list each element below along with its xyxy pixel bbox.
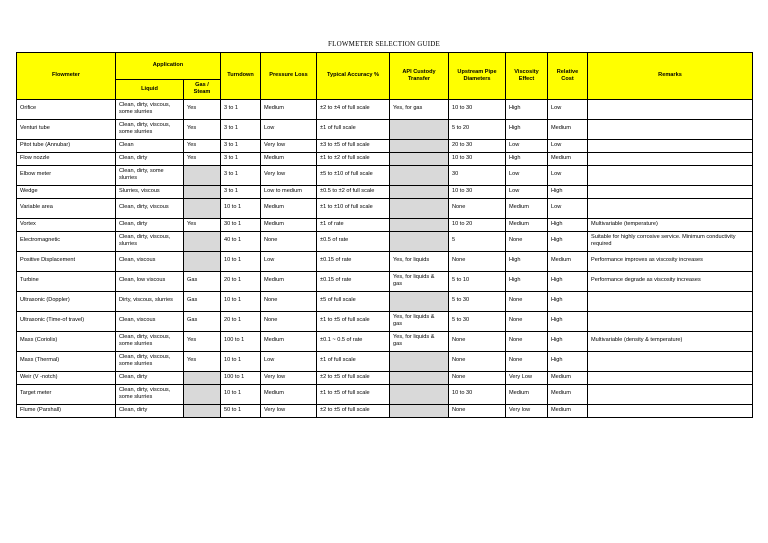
api-custody-cell: [390, 371, 449, 384]
liquid-cell: Clean, dirty, viscous, some slurries: [116, 119, 184, 139]
turndown-cell: 3 to 1: [221, 152, 261, 165]
gas-steam-cell: Yes: [184, 152, 221, 165]
api-custody-cell: [390, 231, 449, 251]
api-custody-cell: [390, 139, 449, 152]
pressure-loss-cell: Very low: [261, 165, 317, 185]
viscosity-cell: Low: [506, 165, 548, 185]
viscosity-cell: None: [506, 331, 548, 351]
turndown-cell: 3 to 1: [221, 185, 261, 198]
viscosity-cell: Medium: [506, 218, 548, 231]
api-custody-cell: [390, 198, 449, 218]
pressure-loss-cell: Very low: [261, 371, 317, 384]
header-pressure-loss: Pressure Loss: [261, 53, 317, 100]
table-row: [17, 99, 753, 119]
upstream-cell: None: [449, 351, 506, 371]
viscosity-cell: Medium: [506, 384, 548, 404]
upstream-cell: None: [449, 198, 506, 218]
viscosity-cell: Very low: [506, 404, 548, 417]
flowmeter-cell: Ultrasonic (Doppler): [17, 291, 116, 311]
table-row: [17, 351, 753, 371]
turndown-cell: 50 to 1: [221, 404, 261, 417]
turndown-cell: 10 to 1: [221, 198, 261, 218]
viscosity-cell: Medium: [506, 198, 548, 218]
remarks-cell: [588, 152, 753, 165]
viscosity-cell: None: [506, 291, 548, 311]
pressure-loss-cell: Medium: [261, 99, 317, 119]
remarks-cell: Performance degrade as viscosity increases: [588, 271, 753, 291]
cost-cell: Low: [548, 139, 588, 152]
remarks-cell: [588, 165, 753, 185]
liquid-cell: Clean, viscous: [116, 251, 184, 271]
upstream-cell: None: [449, 251, 506, 271]
upstream-cell: 20 to 30: [449, 139, 506, 152]
pressure-loss-cell: None: [261, 231, 317, 251]
upstream-cell: None: [449, 404, 506, 417]
viscosity-cell: Low: [506, 185, 548, 198]
liquid-cell: Clean, dirty, viscous: [116, 198, 184, 218]
api-custody-cell: [390, 291, 449, 311]
gas-steam-cell: Yes: [184, 99, 221, 119]
gas-steam-cell: Yes: [184, 218, 221, 231]
gas-steam-cell: Gas: [184, 311, 221, 331]
api-custody-cell: [390, 404, 449, 417]
remarks-cell: [588, 291, 753, 311]
flowmeter-cell: Flow nozzle: [17, 152, 116, 165]
cost-cell: Low: [548, 165, 588, 185]
accuracy-cell: ±1 to ±10 of full scale: [317, 198, 390, 218]
table-row: [17, 185, 753, 198]
api-custody-cell: Yes, for gas: [390, 99, 449, 119]
pressure-loss-cell: Low: [261, 251, 317, 271]
cost-cell: Low: [548, 198, 588, 218]
cost-cell: High: [548, 231, 588, 251]
flowmeter-cell: Variable area: [17, 198, 116, 218]
pressure-loss-cell: None: [261, 291, 317, 311]
accuracy-cell: ±0.5 of rate: [317, 231, 390, 251]
remarks-cell: [588, 119, 753, 139]
pressure-loss-cell: None: [261, 311, 317, 331]
pressure-loss-cell: Very low: [261, 139, 317, 152]
accuracy-cell: ±2 to ±4 of full scale: [317, 99, 390, 119]
liquid-cell: Clean, dirty, viscous, slurries: [116, 231, 184, 251]
api-custody-cell: [390, 152, 449, 165]
api-custody-cell: [390, 218, 449, 231]
viscosity-cell: None: [506, 311, 548, 331]
gas-steam-cell: [184, 198, 221, 218]
accuracy-cell: ±2 to ±5 of full scale: [317, 371, 390, 384]
gas-steam-cell: Yes: [184, 331, 221, 351]
accuracy-cell: ±3 to ±5 of full scale: [317, 139, 390, 152]
cost-cell: High: [548, 218, 588, 231]
upstream-cell: 5: [449, 231, 506, 251]
table-row: [17, 311, 753, 331]
header-accuracy: Typical Accuracy %: [317, 53, 390, 100]
api-custody-cell: [390, 165, 449, 185]
pressure-loss-cell: Medium: [261, 271, 317, 291]
gas-steam-cell: [184, 165, 221, 185]
turndown-cell: 20 to 1: [221, 271, 261, 291]
pressure-loss-cell: Low to medium: [261, 185, 317, 198]
table-row: [17, 152, 753, 165]
flowmeter-cell: Positive Displacement: [17, 251, 116, 271]
api-custody-cell: Yes, for liquids & gas: [390, 331, 449, 351]
header-cost: Relative Cost: [548, 53, 588, 100]
upstream-cell: 5 to 20: [449, 119, 506, 139]
flowmeter-cell: Electromagnetic: [17, 231, 116, 251]
upstream-cell: 10 to 20: [449, 218, 506, 231]
upstream-cell: 30: [449, 165, 506, 185]
cost-cell: Medium: [548, 404, 588, 417]
remarks-cell: Suitable for highly corrosive service. Minimum conductivity required: [588, 231, 753, 251]
pressure-loss-cell: Low: [261, 119, 317, 139]
pressure-loss-cell: Medium: [261, 331, 317, 351]
cost-cell: High: [548, 185, 588, 198]
remarks-cell: [588, 311, 753, 331]
viscosity-cell: High: [506, 152, 548, 165]
pressure-loss-cell: Low: [261, 351, 317, 371]
accuracy-cell: ±2 to ±5 of full scale: [317, 404, 390, 417]
api-custody-cell: [390, 185, 449, 198]
upstream-cell: 10 to 30: [449, 99, 506, 119]
api-custody-cell: Yes, for liquids & gas: [390, 271, 449, 291]
liquid-cell: Dirty, viscous, slurries: [116, 291, 184, 311]
liquid-cell: Clean, low viscous: [116, 271, 184, 291]
cost-cell: High: [548, 331, 588, 351]
flowmeter-cell: Turbine: [17, 271, 116, 291]
viscosity-cell: High: [506, 271, 548, 291]
table-row: [17, 231, 753, 251]
upstream-cell: 5 to 10: [449, 271, 506, 291]
accuracy-cell: ±0.1 ~ 0.5 of rate: [317, 331, 390, 351]
turndown-cell: 40 to 1: [221, 231, 261, 251]
cost-cell: High: [548, 291, 588, 311]
upstream-cell: None: [449, 371, 506, 384]
table-row: [17, 198, 753, 218]
turndown-cell: 10 to 1: [221, 384, 261, 404]
api-custody-cell: [390, 384, 449, 404]
accuracy-cell: ±1 to ±5 of full scale: [317, 384, 390, 404]
accuracy-cell: ±1 of rate: [317, 218, 390, 231]
liquid-cell: Clean, dirty, viscous, some slurries: [116, 384, 184, 404]
cost-cell: Medium: [548, 119, 588, 139]
turndown-cell: 100 to 1: [221, 371, 261, 384]
accuracy-cell: ±5 of full scale: [317, 291, 390, 311]
flowmeter-cell: Ultrasonic (Time-of travel): [17, 311, 116, 331]
remarks-cell: [588, 371, 753, 384]
api-custody-cell: Yes, for liquids: [390, 251, 449, 271]
header-remarks: Remarks: [588, 53, 753, 100]
api-custody-cell: [390, 119, 449, 139]
pressure-loss-cell: Medium: [261, 152, 317, 165]
liquid-cell: Clean, dirty, some slurries: [116, 165, 184, 185]
turndown-cell: 30 to 1: [221, 218, 261, 231]
header-gas-steam: Gas / Steam: [184, 80, 221, 100]
viscosity-cell: Very Low: [506, 371, 548, 384]
flowmeter-cell: Mass (Thermal): [17, 351, 116, 371]
viscosity-cell: High: [506, 119, 548, 139]
table-row: [17, 331, 753, 351]
flowmeter-cell: Wedge: [17, 185, 116, 198]
table-row: [17, 139, 753, 152]
flowmeter-cell: Flume (Parshall): [17, 404, 116, 417]
liquid-cell: Clean, dirty: [116, 152, 184, 165]
flowmeter-cell: Weir (V -notch): [17, 371, 116, 384]
accuracy-cell: ±1 to ±2 of full scale: [317, 152, 390, 165]
remarks-cell: [588, 351, 753, 371]
gas-steam-cell: Yes: [184, 139, 221, 152]
header-liquid: Liquid: [116, 80, 184, 100]
gas-steam-cell: [184, 231, 221, 251]
table-row: [17, 384, 753, 404]
accuracy-cell: ±5 to ±10 of full scale: [317, 165, 390, 185]
pressure-loss-cell: Medium: [261, 198, 317, 218]
viscosity-cell: Low: [506, 139, 548, 152]
cost-cell: Medium: [548, 384, 588, 404]
upstream-cell: 10 to 30: [449, 185, 506, 198]
turndown-cell: 10 to 1: [221, 291, 261, 311]
liquid-cell: Clean: [116, 139, 184, 152]
gas-steam-cell: [184, 371, 221, 384]
upstream-cell: None: [449, 331, 506, 351]
accuracy-cell: ±0.15 of rate: [317, 271, 390, 291]
table-row: [17, 251, 753, 271]
header-flowmeter: Flowmeter: [17, 53, 116, 100]
accuracy-cell: ±1 of full scale: [317, 351, 390, 371]
table-row: [17, 404, 753, 417]
table-row: [17, 271, 753, 291]
header-application: Application: [116, 53, 221, 80]
turndown-cell: 10 to 1: [221, 351, 261, 371]
table-row: [17, 119, 753, 139]
liquid-cell: Clean, dirty: [116, 218, 184, 231]
table-row: [17, 165, 753, 185]
api-custody-cell: Yes, for liquids & gas: [390, 311, 449, 331]
liquid-cell: Clean, dirty, viscous, some slurries: [116, 99, 184, 119]
viscosity-cell: High: [506, 99, 548, 119]
gas-steam-cell: [184, 185, 221, 198]
remarks-cell: [588, 99, 753, 119]
api-custody-cell: [390, 351, 449, 371]
table-row: [17, 371, 753, 384]
gas-steam-cell: Yes: [184, 119, 221, 139]
gas-steam-cell: Yes: [184, 351, 221, 371]
gas-steam-cell: [184, 251, 221, 271]
table-body: [17, 99, 753, 417]
accuracy-cell: ±1 of full scale: [317, 119, 390, 139]
remarks-cell: [588, 185, 753, 198]
header-viscosity: Viscosity Effect: [506, 53, 548, 100]
accuracy-cell: ±0.5 to ±2 of full scale: [317, 185, 390, 198]
liquid-cell: Slurries, viscous: [116, 185, 184, 198]
cost-cell: Low: [548, 99, 588, 119]
cost-cell: High: [548, 271, 588, 291]
remarks-cell: [588, 404, 753, 417]
liquid-cell: Clean, dirty: [116, 371, 184, 384]
liquid-cell: Clean, dirty, viscous, some slurries: [116, 351, 184, 371]
gas-steam-cell: [184, 384, 221, 404]
header-api-custody: API Custody Transfer: [390, 53, 449, 100]
cost-cell: Medium: [548, 152, 588, 165]
gas-steam-cell: Gas: [184, 291, 221, 311]
cost-cell: High: [548, 351, 588, 371]
pressure-loss-cell: Medium: [261, 218, 317, 231]
pressure-loss-cell: Very low: [261, 404, 317, 417]
remarks-cell: [588, 384, 753, 404]
remarks-cell: [588, 198, 753, 218]
viscosity-cell: None: [506, 231, 548, 251]
remarks-cell: Multivariable (density & temperature): [588, 331, 753, 351]
flowmeter-cell: Elbow meter: [17, 165, 116, 185]
upstream-cell: 5 to 30: [449, 291, 506, 311]
turndown-cell: 100 to 1: [221, 331, 261, 351]
flowmeter-cell: Mass (Coriolis): [17, 331, 116, 351]
flowmeter-selection-table: [16, 52, 753, 418]
document-title: FLOWMETER SELECTION GUIDE: [328, 40, 440, 48]
turndown-cell: 3 to 1: [221, 139, 261, 152]
accuracy-cell: ±1 to ±5 of full scale: [317, 311, 390, 331]
liquid-cell: Clean, dirty: [116, 404, 184, 417]
cost-cell: Medium: [548, 251, 588, 271]
flowmeter-cell: Vortex: [17, 218, 116, 231]
cost-cell: High: [548, 311, 588, 331]
turndown-cell: 3 to 1: [221, 99, 261, 119]
turndown-cell: 20 to 1: [221, 311, 261, 331]
turndown-cell: 3 to 1: [221, 119, 261, 139]
table-row: [17, 218, 753, 231]
flowmeter-cell: Pitot tube (Annubar): [17, 139, 116, 152]
table-row: [17, 291, 753, 311]
remarks-cell: Performance improves as viscosity increases: [588, 251, 753, 271]
gas-steam-cell: [184, 404, 221, 417]
remarks-cell: Multivariable (temperature): [588, 218, 753, 231]
remarks-cell: [588, 139, 753, 152]
upstream-cell: 5 to 30: [449, 311, 506, 331]
turndown-cell: 10 to 1: [221, 251, 261, 271]
header-upstream: Upstream Pipe Diameters: [449, 53, 506, 100]
flowmeter-cell: Orifice: [17, 99, 116, 119]
flowmeter-cell: Target meter: [17, 384, 116, 404]
liquid-cell: Clean, viscous: [116, 311, 184, 331]
cost-cell: Medium: [548, 371, 588, 384]
gas-steam-cell: Gas: [184, 271, 221, 291]
upstream-cell: 10 to 30: [449, 384, 506, 404]
viscosity-cell: High: [506, 251, 548, 271]
upstream-cell: 10 to 30: [449, 152, 506, 165]
viscosity-cell: None: [506, 351, 548, 371]
header-turndown: Turndown: [221, 53, 261, 100]
pressure-loss-cell: Medium: [261, 384, 317, 404]
turndown-cell: 3 to 1: [221, 165, 261, 185]
accuracy-cell: ±0.15 of rate: [317, 251, 390, 271]
flowmeter-cell: Venturi tube: [17, 119, 116, 139]
liquid-cell: Clean, dirty, viscous, some slurries: [116, 331, 184, 351]
